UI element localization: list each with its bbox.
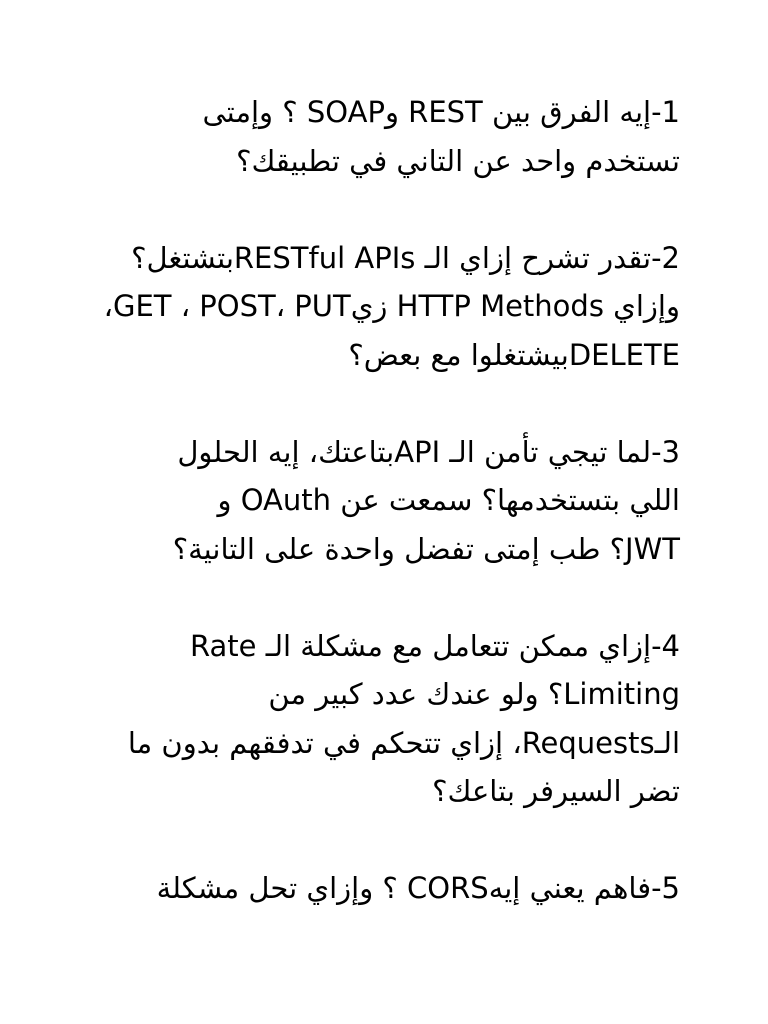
question-4 bbox=[96, 622, 680, 816]
question-4-line-4: تضر السيرفر بتاعك؟ bbox=[432, 774, 680, 808]
question-2 bbox=[96, 234, 680, 380]
question-3-line-3: JWT؟ طب إمتى تفضل واحدة على التانية؟ bbox=[172, 531, 680, 566]
question-3-line-1: 3-لما تيجي تأمن الـ APIبتاعتك، إيه الحلول bbox=[177, 434, 680, 469]
question-3-line-2: اللي بتستخدمها؟ سمعت عن OAuth و bbox=[217, 483, 680, 517]
question-4-line-3: الـRequests، إزاي تتحكم في تدفقهم بدون ما bbox=[127, 725, 680, 760]
question-2-line-1: 2-تقدر تشرح إزاي الـ RESTful APIsبتشتغل؟ bbox=[131, 240, 680, 275]
question-5-line-1: 5-فاهم يعني إيهCORS ؟ وإزاي تحل مشكلة bbox=[156, 871, 680, 905]
question-3 bbox=[96, 428, 680, 574]
question-2-line-2: وإزاي HTTP Methods زيGET ، POST، PUT، bbox=[103, 289, 680, 323]
question-1 bbox=[96, 88, 680, 185]
question-1-line-1: 1-إيه الفرق بين REST وSOAP ؟ وإمتى bbox=[202, 95, 680, 129]
question-2-line-3: DELETEبيشتغلوا مع بعض؟ bbox=[348, 337, 680, 372]
question-1-line-2: تستخدم واحد عن التاني في تطبيقك؟ bbox=[236, 143, 680, 178]
question-4-line-1: 4-إزاي ممكن تتعامل مع مشكلة الـ Rate bbox=[189, 628, 680, 663]
document-body bbox=[96, 88, 680, 961]
question-4-line-2: Limiting؟ ولو عندك عدد كبير من bbox=[268, 677, 680, 711]
question-5 bbox=[96, 864, 680, 913]
